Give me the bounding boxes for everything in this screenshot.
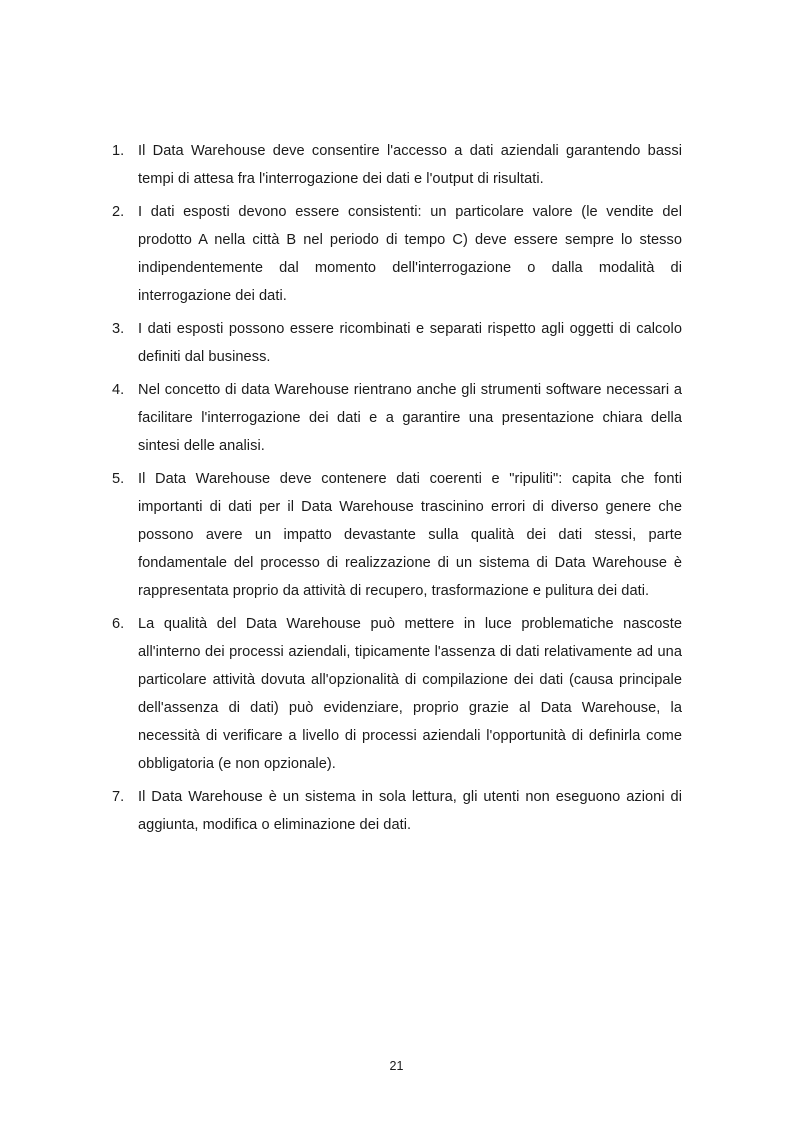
numbered-list	[112, 137, 682, 844]
list-item	[112, 376, 682, 460]
list-item	[112, 465, 682, 605]
list-item-text: Il Data Warehouse è un sistema in sola lettura, gli utenti non eseguono azioni di aggiunta, modifica o eliminazione dei dati.	[138, 789, 682, 833]
list-item	[112, 315, 682, 371]
list-item-number: 1.	[112, 143, 125, 159]
list-item-text: I dati esposti possono essere ricombinati e separati rispetto agli oggetti di calcolo definiti dal business.	[138, 321, 682, 365]
list-item	[112, 783, 682, 839]
list-item-number: 5.	[112, 471, 125, 487]
list-item	[112, 137, 682, 193]
list-item-text: La qualità del Data Warehouse può mettere in luce problematiche nascoste all'interno dei processi aziendali, tipicamente l'assenza di dati relativamente ad una particolare attività dovuta all'opzionalità di compilazione dei dati (causa principale dell'assenza di dati) può evidenziare, proprio grazie al Data Warehouse, la necessità di verificare a livello di processi aziendali l'opportunità di definirla come obbligatoria (e non opzionale).	[138, 616, 682, 772]
list-item-text: Il Data Warehouse deve consentire l'accesso a dati aziendali garantendo bassi tempi di attesa fra l'interrogazione dei dati e l'output di risultati.	[138, 143, 682, 187]
list-item-number: 4.	[112, 382, 125, 398]
list-item-number: 6.	[112, 616, 125, 632]
list-item	[112, 610, 682, 778]
page-number: 21	[389, 1059, 404, 1073]
list-item-text: I dati esposti devono essere consistenti: un particolare valore (le vendite del prodotto A nella città B nel periodo di tempo C) deve essere sempre lo stesso indipendentemente dal momento dell'interrogazione o dalla modalità di interrogazione dei dati.	[138, 204, 682, 304]
list-item	[112, 198, 682, 310]
list-item-text: Il Data Warehouse deve contenere dati coerenti e "ripuliti": capita che fonti importanti di dati per il Data Warehouse trascinino errori di diverso genere che possono avere un impatto devastante sulla qualità dei dati stessi, parte fondamentale del processo di realizzazione di un sistema di Data Warehouse è rappresentata proprio da attività di recupero, trasformazione e pulitura dei dati.	[138, 471, 682, 599]
list-item-number: 3.	[112, 321, 125, 337]
list-item-number: 7.	[112, 789, 125, 805]
list-item-number: 2.	[112, 204, 125, 220]
list-item-text: Nel concetto di data Warehouse rientrano anche gli strumenti software necessari a facilitare l'interrogazione dei dati e a garantire una presentazione chiara della sintesi delle analisi.	[138, 382, 682, 454]
